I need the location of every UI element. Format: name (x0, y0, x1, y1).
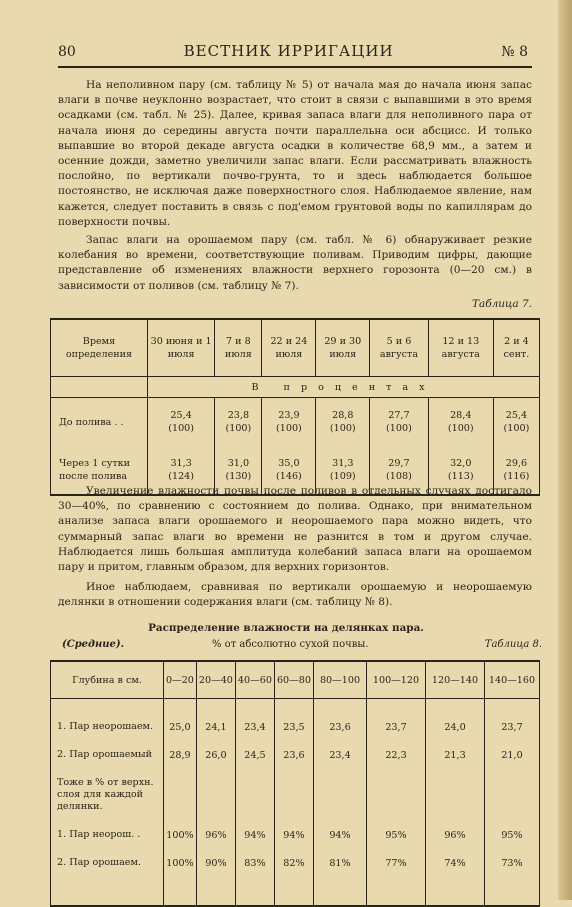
table7-cell: 31,3 (124) (148, 446, 215, 495)
table8-cell: 74% (426, 849, 485, 877)
table7-col-2: 7 и 8 июля (215, 319, 262, 377)
table8-cell: 100% (164, 849, 197, 877)
table8-cell: 23,5 (274, 713, 313, 741)
table8-cell: 82% (274, 849, 313, 877)
table7-unit-spacer (51, 377, 148, 398)
table8-section-label: Тоже в % от верхн. слоя для каждой делянки. (51, 769, 164, 821)
table8-row-label: 1. Пар неорош. . (51, 821, 164, 849)
table8-subtitle: % от абсолютно сухой почвы. (212, 639, 369, 650)
table8-title: Распределение влажности на делянках пара. (148, 622, 424, 634)
table7-cell: 25,4 (100) (148, 398, 215, 447)
table-row (51, 821, 540, 849)
table8-cell: 23,7 (367, 713, 426, 741)
paragraph-1: На неполивном пару (см. таблицу № 5) от начала мая до начала июня запас влаги в почве неуклонно возрастает, что стоит в связи с выпавшими в это время осадками (см. табл. № 25). Далее, кривая запаса влаги для неполивного пара от начала июня до середины августа почти параллельна оси абсцисс. И только выпавшие во второй декаде августа осадки в количестве 68,9 мм., а затем и осенние дожди, заметно увеличили запас влаги. Если рассматривать влажность послойно, по вертикали почво-грунта, то и здесь наблюдается большое постоянство, не исключая даже поверхностного слоя. Наблюдаемое явление, нам кажется, следует поставить в связь с под'емом грунтовой воды по капиллярам до поверхности почвы. (58, 79, 532, 228)
table8-left-note: (Средние). (62, 639, 125, 650)
table8-cell: 22,3 (367, 741, 426, 769)
table8-col-5: 80—100 (314, 661, 367, 699)
table8-cell: 95% (367, 821, 426, 849)
table8-cell: 81% (314, 849, 367, 877)
table8-col-3: 40—60 (235, 661, 274, 699)
table7-row-label: До полива . . (51, 398, 148, 447)
table8-cell: 83% (235, 849, 274, 877)
table8-col-1: 0—20 (164, 661, 197, 699)
table8-cell: 28,9 (164, 741, 197, 769)
table8-col-6: 100—120 (367, 661, 426, 699)
table8-cell: 26,0 (196, 741, 235, 769)
table7-cell: 31,3 (109) (316, 446, 370, 495)
table8-cell: 96% (196, 821, 235, 849)
table7-cell: 31,0 (130) (215, 446, 262, 495)
table7-col-3: 22 и 24 июля (262, 319, 316, 377)
table7-row-label: Через 1 сутки после полива (51, 446, 148, 495)
table8-header-row (51, 661, 540, 699)
table8-cell: 24,5 (235, 741, 274, 769)
table8-cell: 25,0 (164, 713, 197, 741)
issue-number: № 8 (501, 44, 528, 60)
table7-col-7: 2 и 4 сент. (493, 319, 539, 377)
table7-cell: 35,0 (146) (262, 446, 316, 495)
table8-tail (51, 877, 540, 906)
table8-corner: Глубина в см. (51, 661, 164, 699)
table7-cell: 29,6 (116) (493, 446, 539, 495)
table8-col-8: 140—160 (485, 661, 540, 699)
table8-row-label: 2. Пар орошаем. (51, 849, 164, 877)
table8-row-label: 1. Пар неорошаем. (51, 713, 164, 741)
table8-caption: Таблица 8. (484, 639, 542, 650)
table8-cell: 94% (274, 821, 313, 849)
table8-col-4: 60—80 (274, 661, 313, 699)
table7-caption: Таблица 7. (471, 298, 532, 310)
table8-cell: 23,6 (314, 713, 367, 741)
table8-cell: 100% (164, 821, 197, 849)
page-edge (558, 0, 572, 900)
header-rule (58, 66, 532, 68)
table7-cell: 27,7 (100) (370, 398, 428, 447)
table8-cell: 23,4 (235, 713, 274, 741)
table8-cell: 90% (196, 849, 235, 877)
table8-col-7: 120—140 (426, 661, 485, 699)
paragraph-3: Увеличение влажности почвы после поливов в отдельных случаях достигало 30—40%, по сравнению с состоянием до полива. Однако, при внимательном анализе запаса влаги орошаемого и неорошаемого пара можно видеть, что суммарный запас влаги во времени не разнится в том и другом случае. Наблюдается лишь большая амплитуда колебаний запаса влаги на орошаемом пару и притом, главным образом, для верхних горизонтов. (58, 485, 532, 574)
paragraph-4: Иное наблюдаем, сравнивая по вертикали орошаемую и неорошаемую делянки в отношении содержания влаги (см. таблицу № 8). (58, 581, 532, 609)
table8-cell: 96% (426, 821, 485, 849)
table7-col-6: 12 и 13 августа (428, 319, 493, 377)
table7-cell: 23,8 (100) (215, 398, 262, 447)
table8-cell: 24,0 (426, 713, 485, 741)
table8-cell: 77% (367, 849, 426, 877)
table-7 (50, 318, 540, 496)
table-8 (50, 660, 540, 907)
table7-cell: 28,8 (100) (316, 398, 370, 447)
table7-col-1: 30 июня и 1 июля (148, 319, 215, 377)
table7-col-5: 5 и 6 августа (370, 319, 428, 377)
table8-row-label: 2. Пар орошаемый (51, 741, 164, 769)
table8-spacer (51, 699, 540, 714)
table7-cell: 25,4 (100) (493, 398, 539, 447)
table7-unit-label: В процентах (148, 377, 540, 398)
table7-corner: Время определения (51, 319, 148, 377)
table7-cell: 28,4 (100) (428, 398, 493, 447)
table7-cell: 23,9 (100) (262, 398, 316, 447)
table8-cell: 24,1 (196, 713, 235, 741)
table8-cell: 94% (235, 821, 274, 849)
table7-col-4: 29 и 30 июля (316, 319, 370, 377)
table7-header-row (51, 319, 540, 377)
table8-cell: 23,7 (485, 713, 540, 741)
page-number: 80 (58, 44, 76, 60)
table-row (51, 713, 540, 741)
table-row (51, 398, 540, 447)
table8-cell: 23,6 (274, 741, 313, 769)
paragraph-2: Запас влаги на орошаемом пару (см. табл. № 6) обнаруживает резкие колебания во времени, соответствующие поливам. Приводим цифры, дающие представление об изменениях влажности верхнего горозонта (0—20 см.) в зависимости от поливов (см. таблицу № 7). (58, 234, 532, 292)
table8-cell: 23,4 (314, 741, 367, 769)
table8-col-2: 20—40 (196, 661, 235, 699)
page-header (58, 42, 528, 64)
table8-cell: 21,0 (485, 741, 540, 769)
table-row (51, 741, 540, 769)
table8-section-row (51, 769, 540, 821)
table7-unit-row (51, 377, 540, 398)
table8-cell: 73% (485, 849, 540, 877)
table7-cell: 29,7 (108) (370, 446, 428, 495)
table8-cell: 94% (314, 821, 367, 849)
table8-cell: 95% (485, 821, 540, 849)
table8-cell: 21,3 (426, 741, 485, 769)
table7-cell: 32,0 (113) (428, 446, 493, 495)
table-row (51, 849, 540, 877)
journal-title: ВЕСТНИК ИРРИГАЦИИ (183, 42, 394, 60)
